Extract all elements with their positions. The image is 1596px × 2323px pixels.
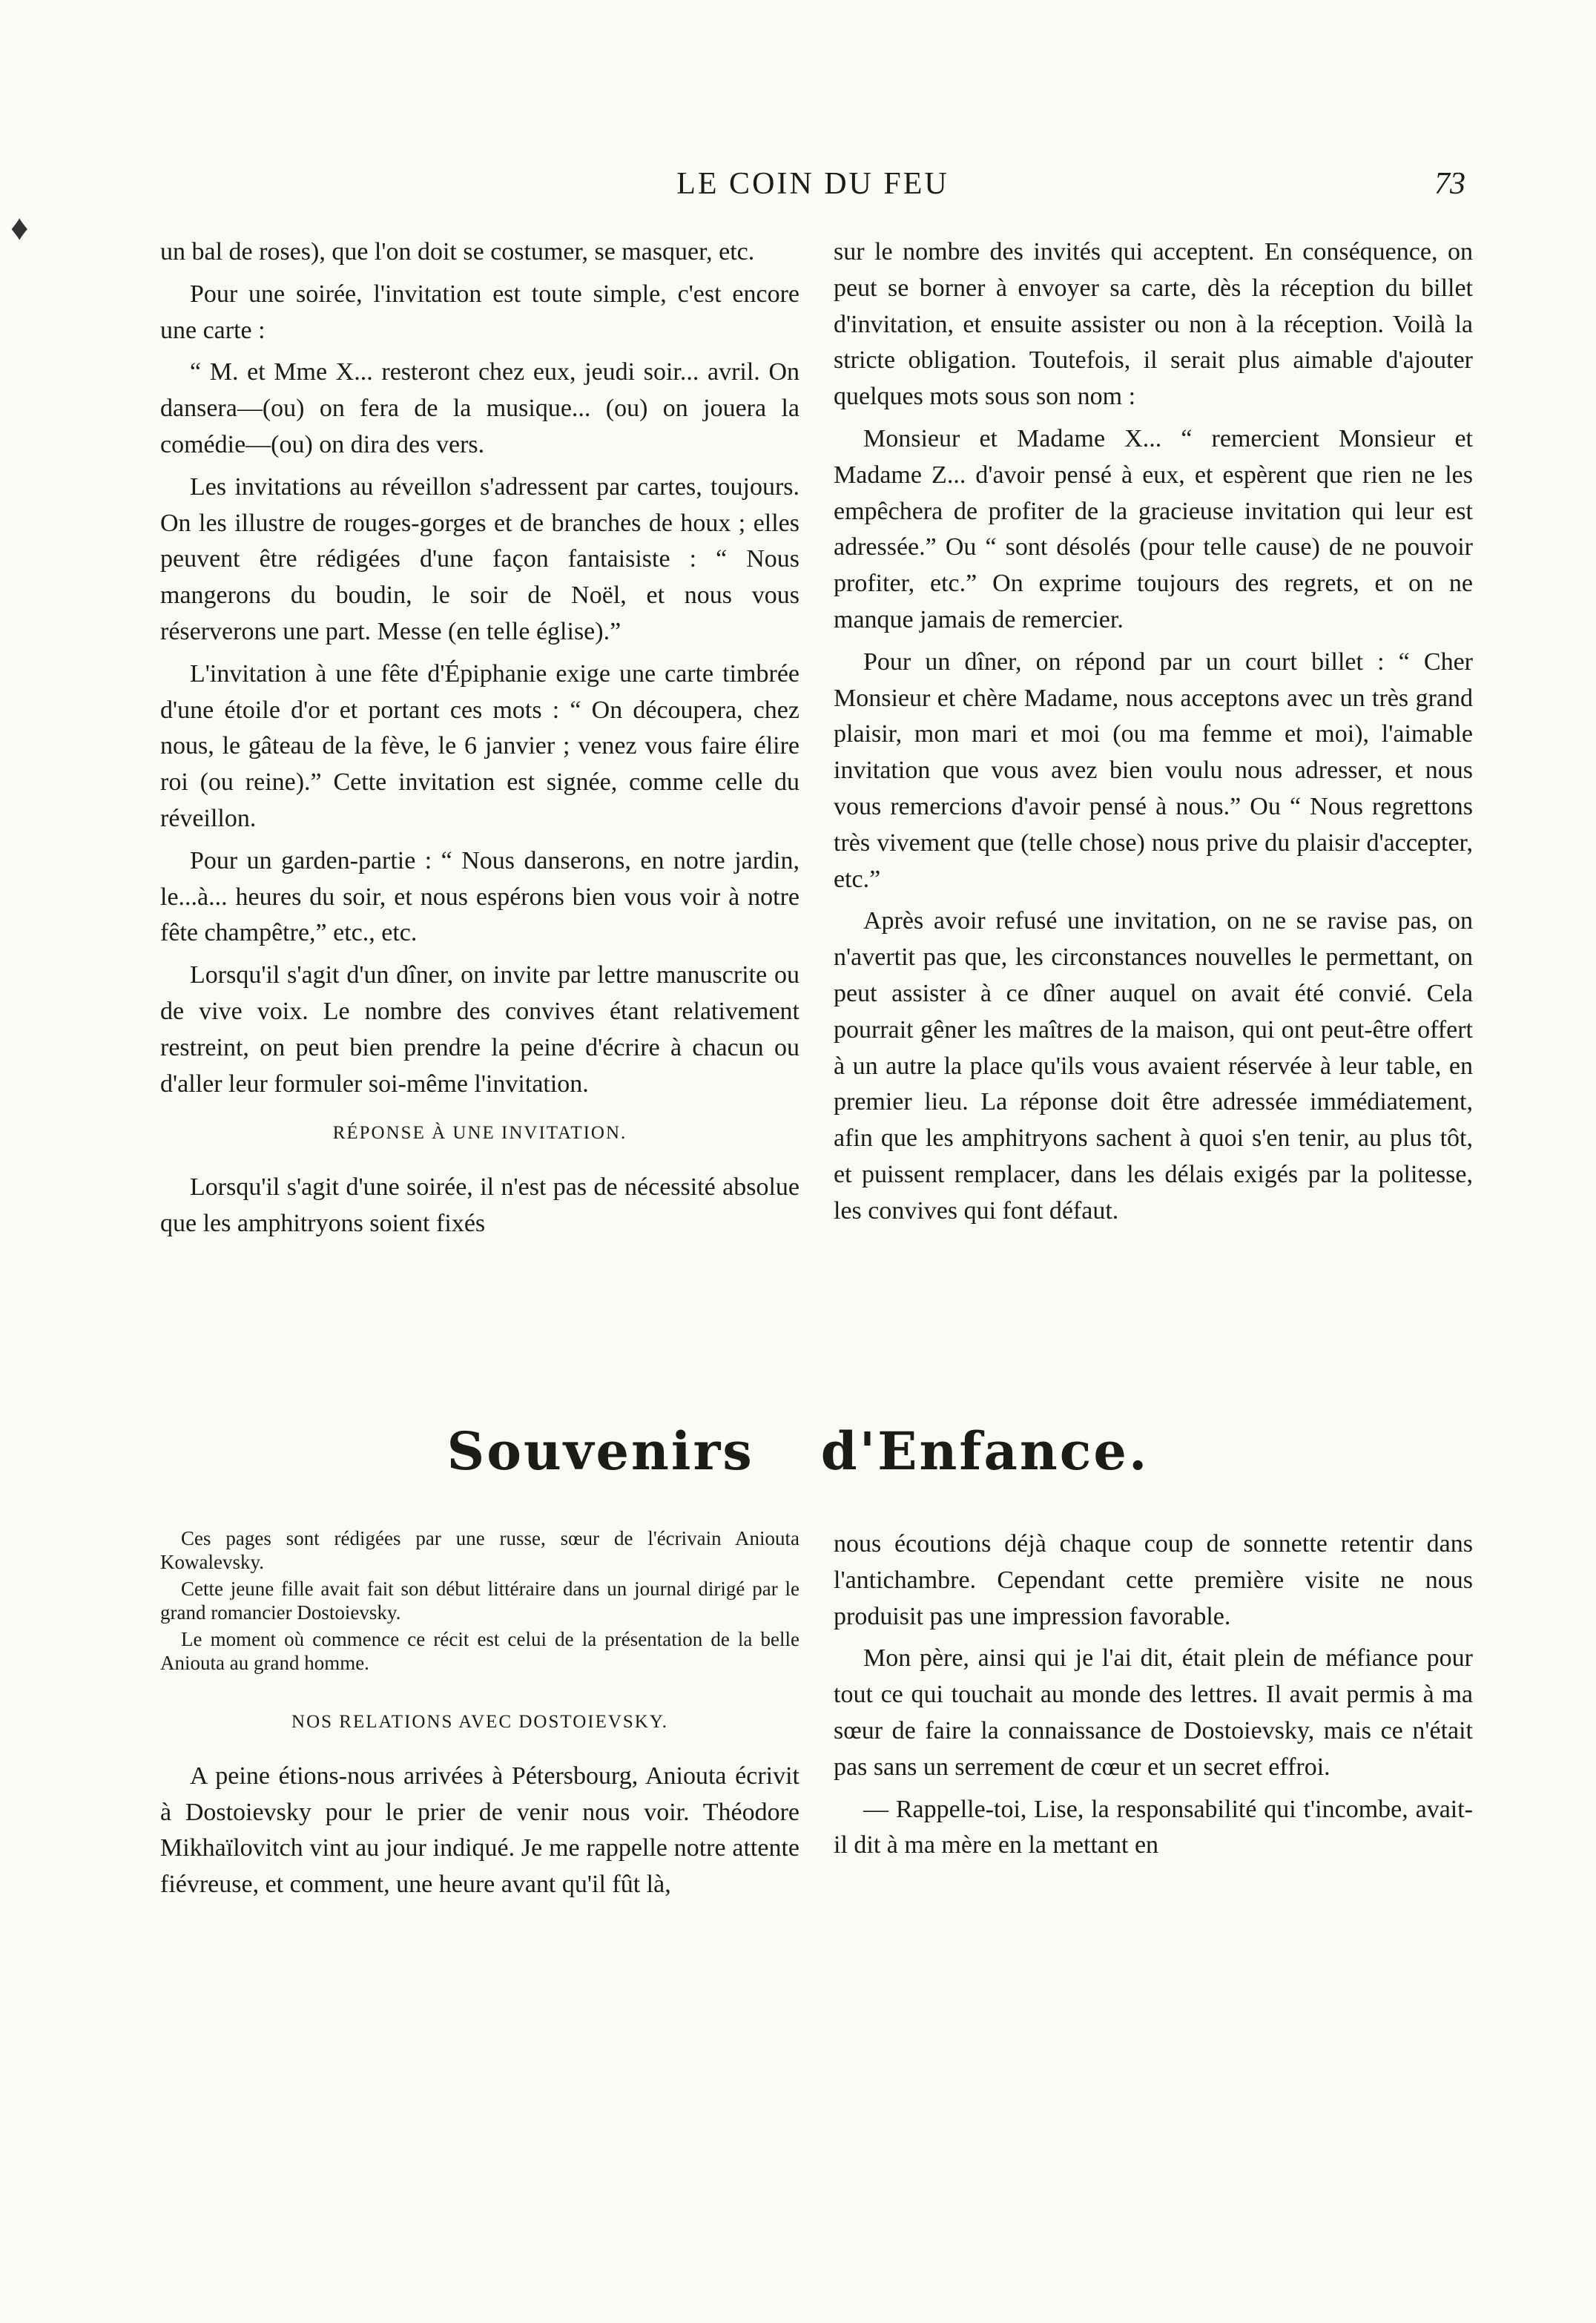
article-title-word: d'Enfance. (820, 1420, 1150, 1482)
paragraph: L'invitation à une fête d'Épiphanie exige une carte timbrée d'une étoile d'or et portant ces mots : “ On découpera, chez nous, le gâteau de la fève, le 6 janvier ; venez vous faire élire roi (ou reine).” Cette invitation est signée, comme celle du réveillon. (160, 659, 799, 832)
paragraph: Les invitations au réveillon s'adressent par cartes, toujours. On les illustre de rouges-gorges et de branches de houx ; elles peuvent être rédigées d'une façon fantaisiste : “ Nous mangerons du boudin, le soir de Noël, et nous vous réserverons une part. Messe (en telle église).” (160, 472, 799, 645)
article-title (0, 1420, 1596, 1482)
paragraph: — Rappelle-toi, Lise, la responsabilité qui t'incombe, avait-il dit à ma mère en la mettant en (834, 1795, 1473, 1859)
intro-note: Cette jeune fille avait fait son début littéraire dans un journal dirigé par le grand romancier Dostoievsky. (160, 1578, 799, 1624)
paragraph: A peine étions-nous arrivées à Pétersbourg, Aniouta écrivit à Dostoievsky pour le prier de venir nous voir. Théodore Mikhaïlovitch vint au jour indiqué. Je me rappelle notre attente fiévreuse, et comment, une heure avant qu'il fût là, (160, 1762, 799, 1899)
paragraph: nous écoutions déjà chaque coup de sonnette retentir dans l'antichambre. Cependant cette première visite ne nous produisit pas une impression favorable. (834, 1530, 1473, 1630)
paragraph: Mon père, ainsi qui je l'ai dit, était plein de méfiance pour tout ce qui touchait au monde des lettres. Il avait permis à ma sœur de faire la connaissance de Dostoievsky, mais ce n'était pas sans un serrement de cœur et un secret effroi. (834, 1644, 1473, 1781)
article-title-word: Souvenirs (446, 1420, 754, 1482)
intro-note: Ces pages sont rédigées par une russe, sœur de l'écrivain Aniouta Kowalevsky. (160, 1527, 799, 1573)
right-column-bottom (834, 1526, 1473, 1870)
paragraph: Pour un garden-partie : “ Nous danserons, en notre jardin, le...à... heures du soir, et nous espérons bien vous voir à notre fête champêtre,” etc., etc. (160, 846, 799, 947)
left-column-bottom (160, 1526, 799, 1909)
running-title: LE COIN DU FEU (676, 167, 949, 201)
section-subhead: RÉPONSE À UNE INVITATION. (332, 1123, 627, 1144)
paragraph: Après avoir refusé une invitation, on ne se ravise pas, on n'avertit pas que, les circonstances nouvelles le permettant, on peut assister à ce dîner auquel on avait été convié. Cela pourrait gêner les maîtres de la maison, qui ont peut-être offert à un autre la place qu'ils vous avaient réservée à leur table, en premier lieu. La réponse doit être adressée immédiatement, afin que les amphitryons sachent à quoi s'en tenir, au plus tôt, et puissent remplacer, dans les délais exigés par la politesse, les convives qui font défaut. (834, 907, 1473, 1225)
margin-mark: ♦ (10, 208, 29, 248)
page-header (160, 166, 1465, 211)
paragraph: “ M. et Mme X... resteront chez eux, jeudi soir... avril. On dansera—(ou) on fera de la musique... (ou) on jouera la comédie—(ou) on dira des vers. (160, 358, 799, 458)
paragraph: un bal de roses), que l'on doit se costumer, se masquer, etc. (160, 238, 755, 266)
page-number: 73 (1434, 167, 1465, 201)
paragraph: Lorsqu'il s'agit d'une soirée, il n'est pas de nécessité absolue que les amphitryons soient fixés (160, 1173, 799, 1237)
paragraph: Pour une soirée, l'invitation est toute simple, c'est encore une carte : (160, 280, 799, 344)
paragraph: sur le nombre des invités qui acceptent. En conséquence, on peut se borner à envoyer sa carte, dès la réception du billet d'invitation, et ensuite assister ou non à la réception. Voilà la stricte obligation. Toutefois, il serait plus aimable d'ajouter quelques mots sous son nom : (834, 238, 1473, 411)
paragraph: Lorsqu'il s'agit d'un dîner, on invite par lettre manuscrite ou de vive voix. Le nombre des convives étant relativement restreint, on peut bien prendre la peine d'écrire à chacun ou d'aller leur formuler soi-même l'invitation. (160, 961, 799, 1098)
right-column-top (834, 234, 1473, 1236)
left-column-top (160, 234, 799, 1248)
section-subhead: NOS RELATIONS AVEC DOSTOIEVSKY. (291, 1712, 668, 1732)
paragraph: Pour un dîner, on répond par un court billet : “ Cher Monsieur et chère Madame, nous acceptons avec un très grand plaisir, mon mari et moi (ou ma femme et moi), l'aimable invitation que vous avez bien voulu nous adresser, et nous vous remercions d'avoir pensé à nous.” Ou “ Nous regrettons très vivement que (telle chose) nous prive du plaisir d'accepter, etc.” (834, 648, 1473, 893)
intro-note: Le moment où commence ce récit est celui de la présentation de la belle Aniouta au grand homme. (160, 1628, 799, 1674)
paragraph: Monsieur et Madame X... “ remercient Monsieur et Madame Z... d'avoir pensé à eux, et espèrent que rien ne les empêchera de profiter de la gracieuse invitation qui leur est adressée.” Ou “ sont désolés (pour telle cause) de ne pouvoir profiter, etc.” On exprime toujours des regrets, et on ne manque jamais de remercier. (834, 424, 1473, 633)
